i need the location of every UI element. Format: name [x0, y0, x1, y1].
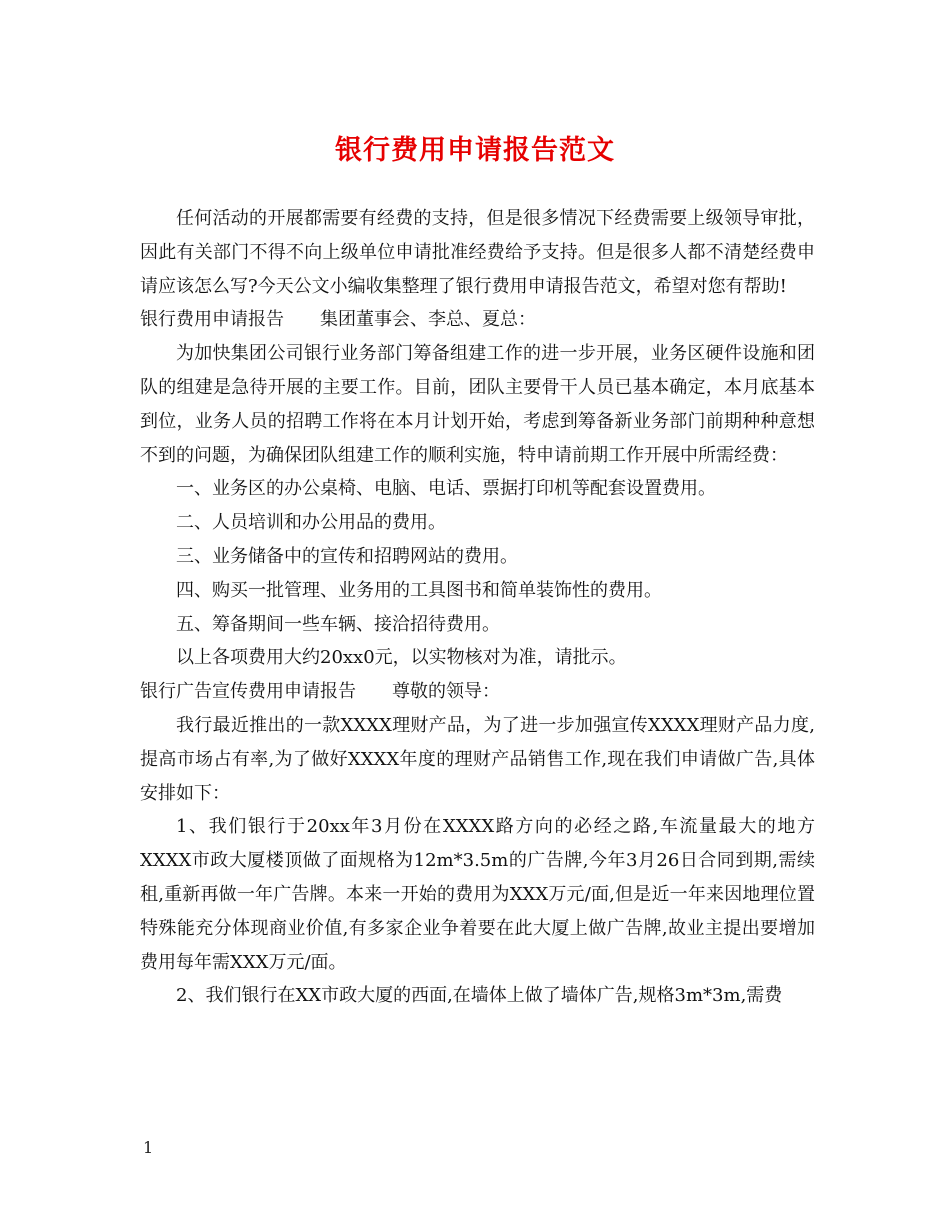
- section2-heading-line: [140, 675, 815, 709]
- section2-heading: 银行广告宣传费用申请报告: [140, 681, 356, 703]
- section2-point-2: 2、我们银行在XX市政大厦的西面,在墙体上做了墙体广告,规格3m*3m,需费: [176, 985, 783, 1007]
- section1-salutation: 集团董事会、李总、夏总：: [320, 309, 536, 331]
- section1-paragraph: 为加快集团公司银行业务部门筹备组建工作的进一步开展，业务区硬件设施和团队的组建是急待开展的主要工作。目前，团队主要骨干人员已基本确定，本月底基本到位，业务人员的招聘工作将在本月计划开始，考虑到筹备新业务部门前期种种意想不到的问题，为确保团队组建工作的顺利实施，特申请前期工作开展中所需经费：: [140, 343, 815, 466]
- section2-point-1: 1、我们银行于20xx年3月份在XXXX路方向的必经之路,车流量最大的地方XXXX市政大厦楼顶做了面规格为12m*3.5m的广告牌,今年3月26日合同到期,需续租,重新再做一年广告牌。本来一开始的费用为XXX万元/面,但是近一年来因地理位置特殊能充分体现商业价值,有多家企业争着要在此大厦上做广告牌,故业主提出要增加费用每年需XXX万元/面。: [140, 816, 815, 973]
- intro-paragraph: 任何活动的开展都需要有经费的支持，但是很多情况下经费需要上级领导审批，因此有关部门不得不向上级单位申请批准经费给予支持。但是很多人都不清楚经费申请应该怎么写?今天公文小编收集整理了银行费用申请报告范文，希望对您有帮助!: [140, 208, 815, 297]
- page-number: 1: [143, 1138, 154, 1157]
- list-item: 四、购买一批管理、业务用的工具图书和简单装饰性的费用。: [176, 579, 662, 601]
- list-item: 一、业务区的办公桌椅、电脑、电话、票据打印机等配套设置费用。: [176, 478, 716, 500]
- section2-salutation: 尊敬的领导：: [392, 681, 500, 703]
- list-item: 三、业务储备中的宣传和招聘网站的费用。: [176, 545, 518, 567]
- list-item: 五、筹备期间一些车辆、接洽招待费用。: [176, 613, 500, 635]
- list-item: 二、人员培训和办公用品的费用。: [176, 512, 446, 534]
- section2-paragraph: 我行最近推出的一款XXXX理财产品，为了进一步加强宣传XXXX理财产品力度,提高市场占有率,为了做好XXXX年度的理财产品销售工作,现在我们申请做广告,具体安排如下：: [140, 714, 815, 804]
- section1-heading: 银行费用申请报告: [140, 309, 284, 331]
- document-title: 银行费用申请报告范文: [335, 135, 615, 166]
- section1-closing: 以上各项费用大约20xx0元，以实物核对为准，请批示。: [176, 647, 627, 669]
- section1-heading-line: [140, 303, 815, 337]
- document-body: [140, 202, 815, 1013]
